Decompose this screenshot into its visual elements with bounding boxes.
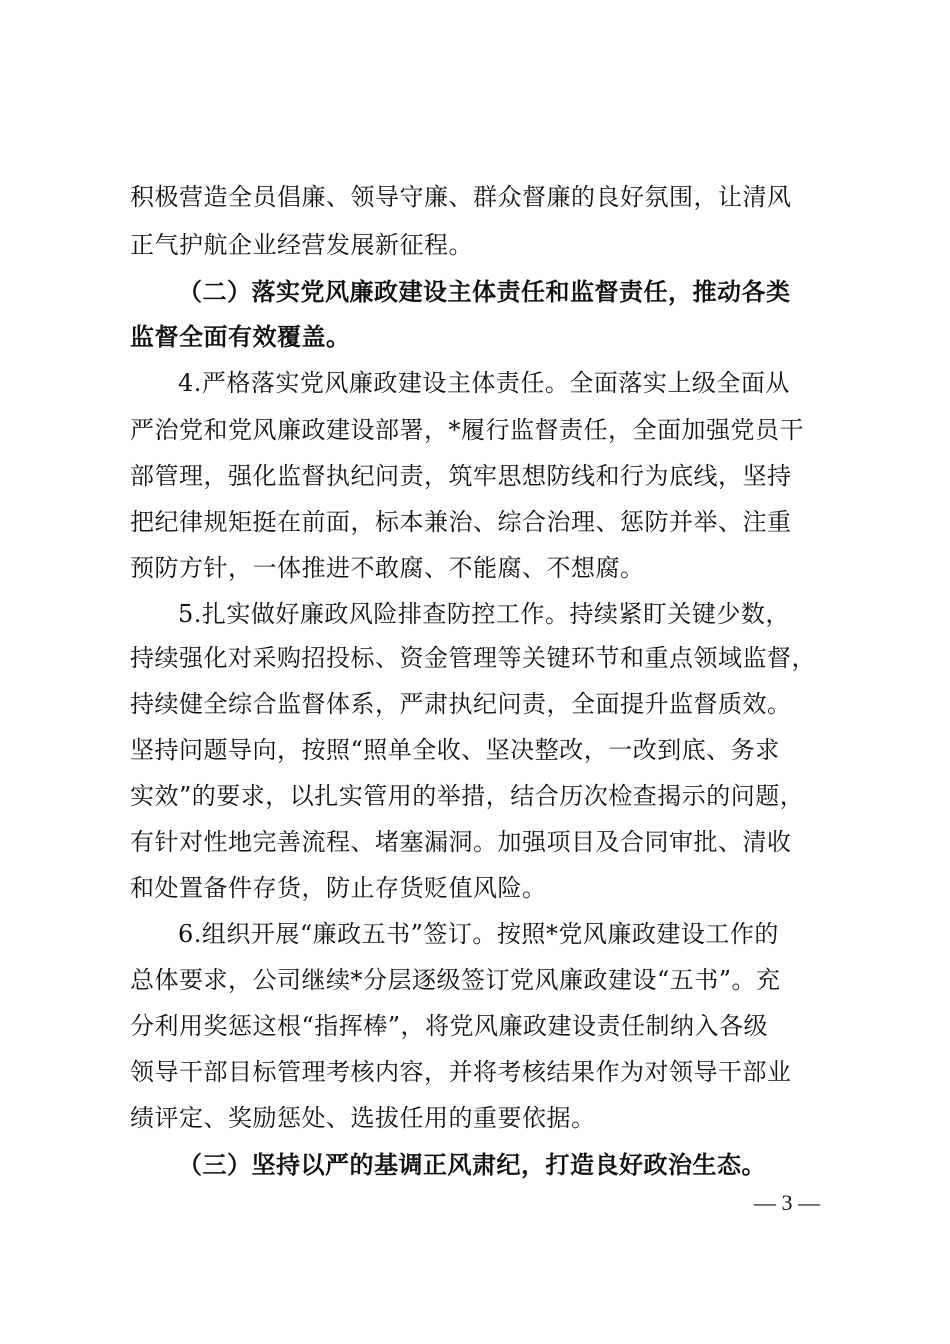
body-line: 持续强化对采购招投标、资金管理等关键环节和重点领域监督， — [130, 644, 816, 672]
body-line: 和处置备件存货，防止存货贬值风险。 — [130, 874, 547, 902]
body-line: 持续健全综合监督体系，严肃执纪问责，全面提升监督质效。 — [130, 690, 792, 718]
body-line: 4.严格落实党风廉政建设主体责任。全面落实上级全面从 — [178, 369, 790, 397]
section-heading: （三）坚持以严的基调正风肃纪，打造良好政治生态。 — [178, 1150, 766, 1179]
page-number: — 3 — — [754, 1190, 820, 1215]
body-line: 总体要求，公司继续*分层逐级签订党风廉政建设“五书”。充 — [130, 966, 781, 994]
body-line: 绩评定、奖励惩处、选拔任用的重要依据。 — [130, 1104, 596, 1132]
body-line: 积极营造全员倡廉、领导守廉、群众督廉的良好氛围，让清风 — [130, 183, 792, 211]
body-line: 领导干部目标管理考核内容，并将考核结果作为对领导干部业 — [130, 1058, 792, 1086]
section-heading: 监督全面有效覆盖。 — [130, 322, 351, 351]
body-line: 实效”的要求，以扎实管用的举措，结合历次检查揭示的问题， — [130, 782, 805, 810]
body-line: 把纪律规矩挺在前面，标本兼治、综合治理、惩防并举、注重 — [130, 508, 792, 536]
body-line: 坚持问题导向，按照“照单全收、坚决整改，一改到底、务求 — [130, 736, 780, 764]
body-line: 6.组织开展“廉政五书”签订。按照*党风廉政建设工作的 — [178, 920, 779, 948]
body-line: 严治党和党风廉政建设部署，*履行监督责任，全面加强党员干 — [130, 416, 804, 444]
body-line: 部管理，强化监督执纪问责，筑牢思想防线和行为底线，坚持 — [130, 462, 792, 490]
body-line: 分利用奖惩这根“指挥棒”，将党风廉政建设责任制纳入各级 — [130, 1012, 769, 1040]
body-line: 预防方针，一体推进不敢腐、不能腐、不想腐。 — [130, 554, 645, 582]
section-heading: （二）落实党风廉政建设主体责任和监督责任，推动各类 — [178, 277, 791, 306]
body-line: 5.扎实做好廉政风险排查防控工作。持续紧盯关键少数， — [178, 600, 790, 628]
body-line: 有针对性地完善流程、堵塞漏洞。加强项目及合同审批、清收 — [130, 828, 792, 856]
body-line: 正气护航企业经营发展新征程。 — [130, 231, 473, 259]
